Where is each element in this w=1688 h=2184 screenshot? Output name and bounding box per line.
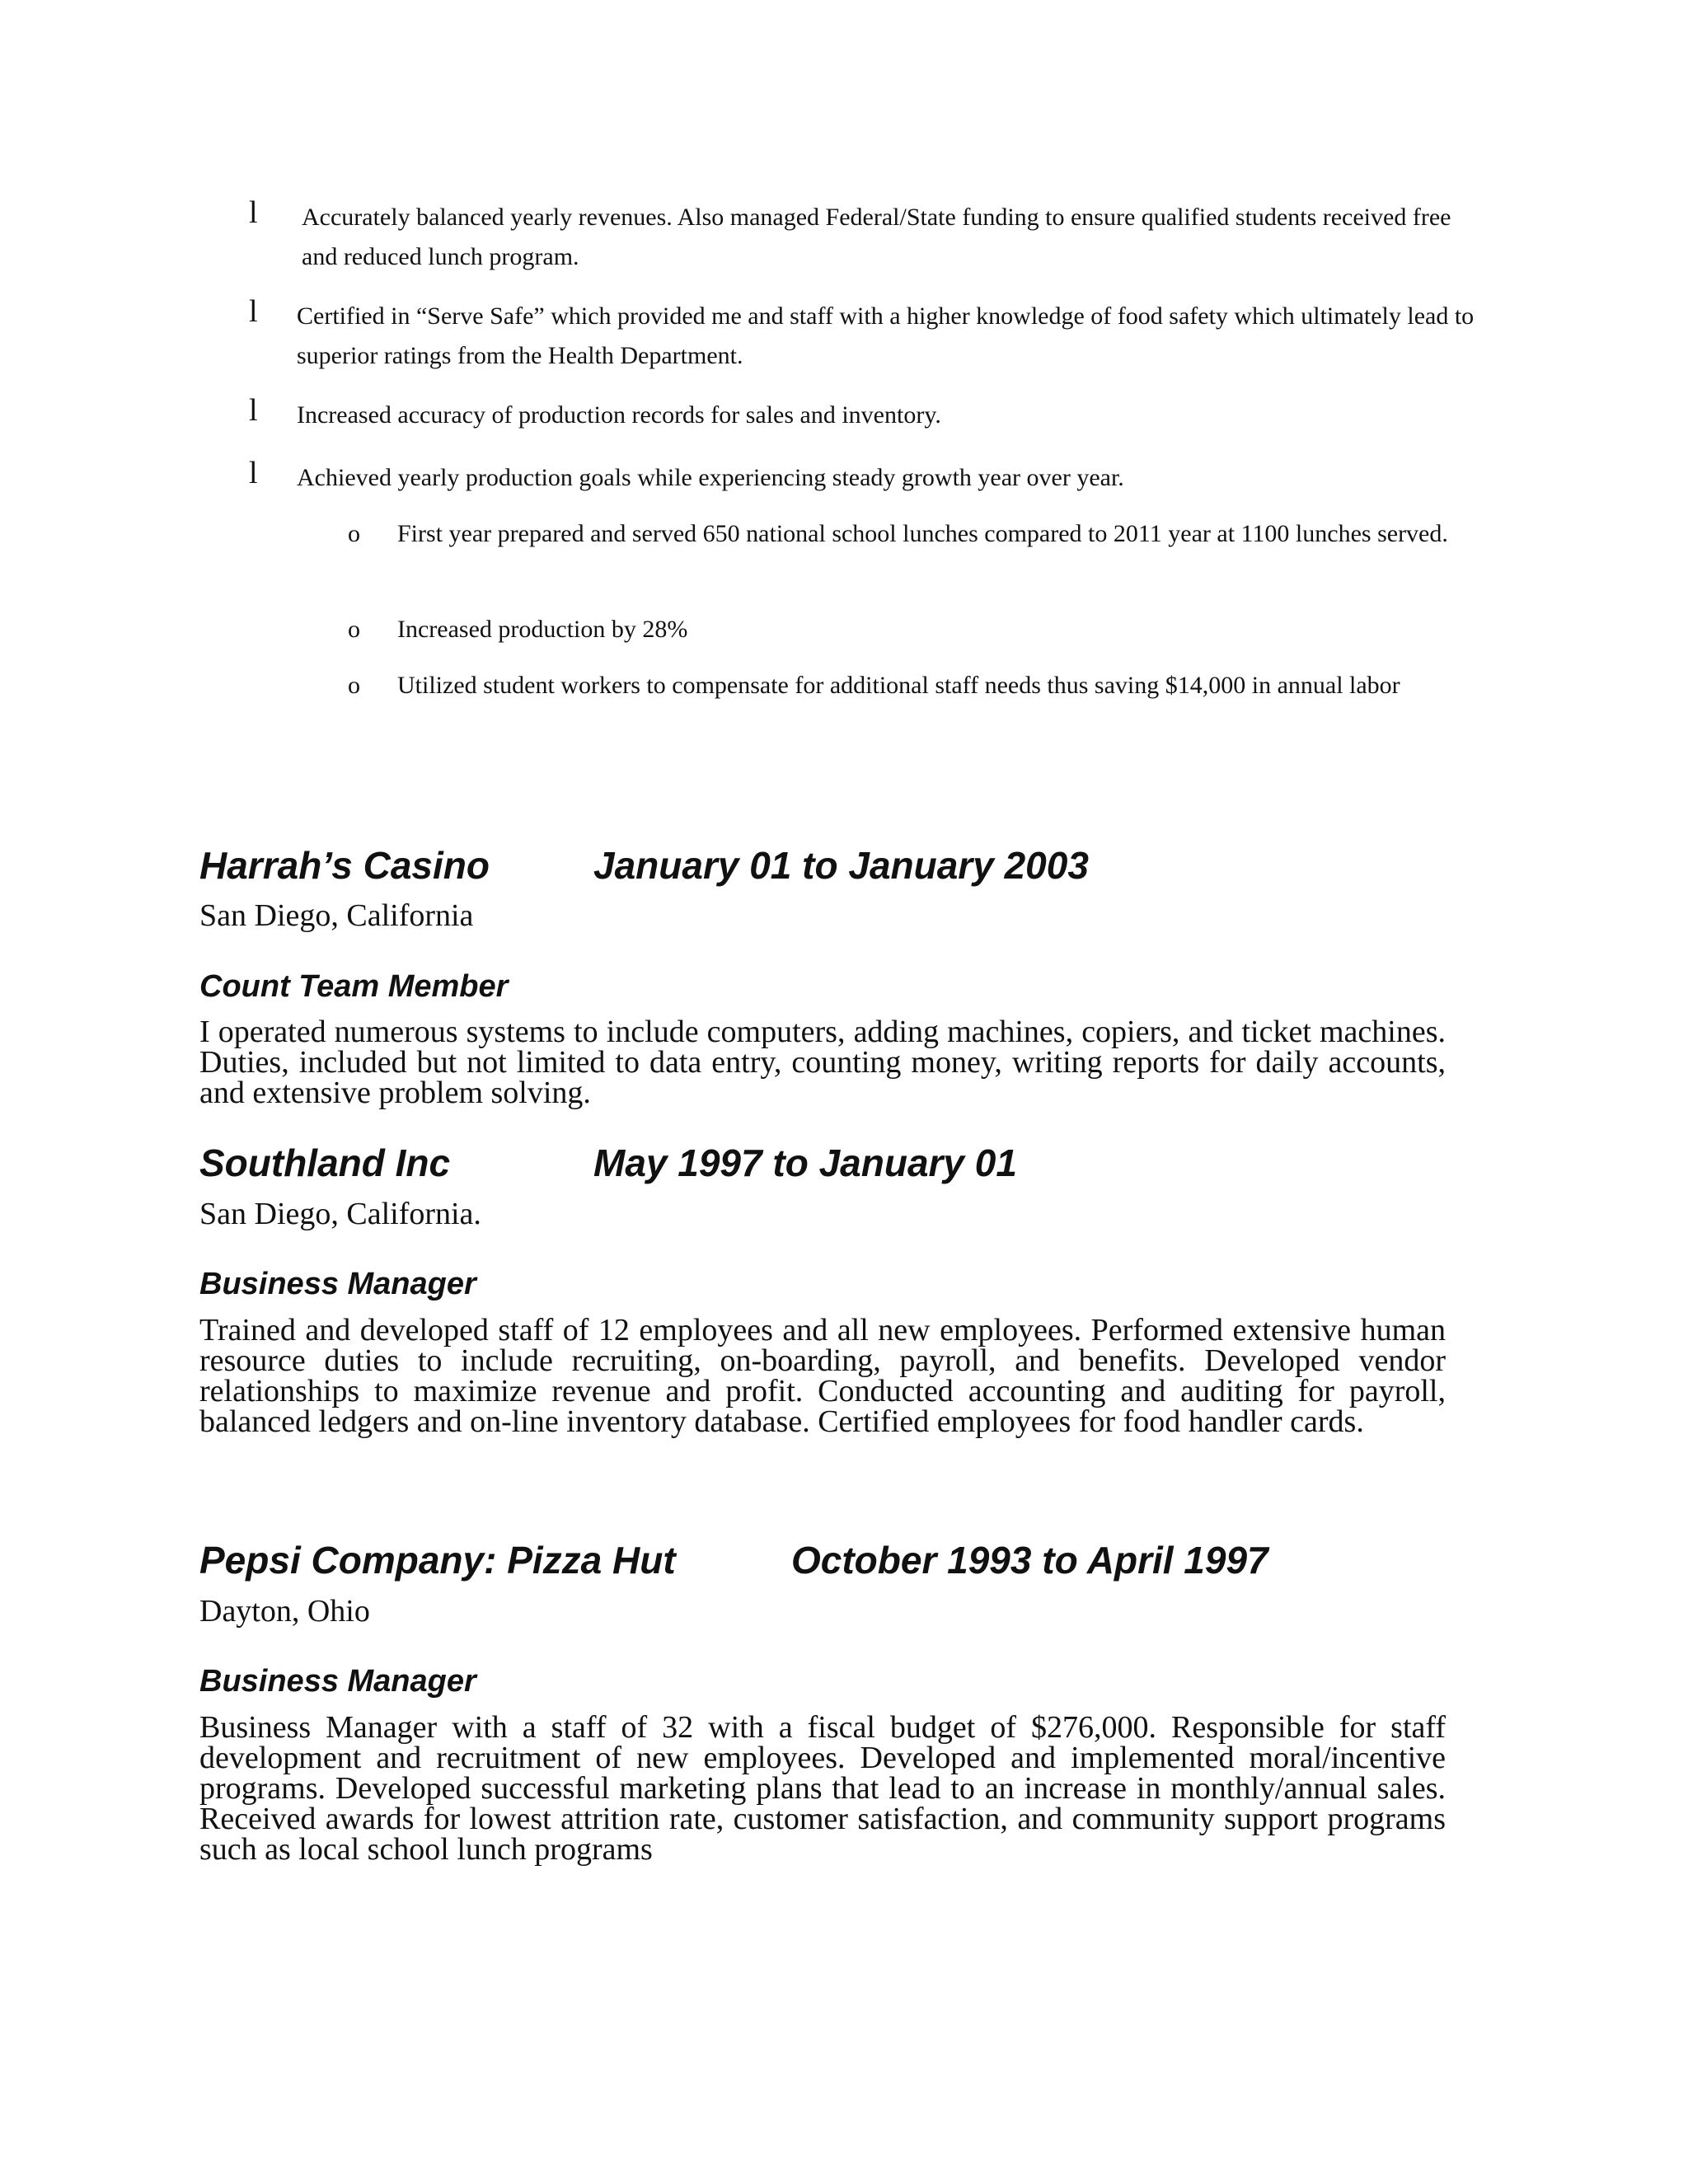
sub-bullet-text: Utilized student workers to compensate for additional staff needs thus saving $14,000 in annual labor bbox=[397, 672, 1400, 699]
sub-bullet-marker: o bbox=[348, 672, 360, 699]
bullet-text: Accurately balanced yearly revenues. Also managed Federal/State funding to ensure qualified students received free and reduced lunch program. bbox=[302, 204, 1451, 270]
job-title: Count Team Member bbox=[199, 969, 509, 1004]
job-description: Business Manager with a staff of 32 with a fiscal budget of $276,000. Responsible for staff development and recruitment of new employees. Developed and implemented moral/incentive programs. Developed successful marketing plans that lead to an increase in monthly/annual sales. Received awards for lowest attrition rate, customer satisfaction, and community support programs such as local school lunch programs bbox=[199, 1710, 1446, 1867]
bullet-item bbox=[249, 393, 1485, 435]
job-description: I operated numerous systems to include computers, adding machines, copiers, and ticket machines. Duties, included but not limited to data entry, counting money, writing reports for daily accounts, and extensive problem solving. bbox=[199, 1015, 1446, 1110]
bullet-marker: l bbox=[249, 195, 258, 230]
job-location: San Diego, California bbox=[199, 898, 474, 933]
sub-bullet-marker: o bbox=[348, 616, 360, 643]
sub-bullet-item bbox=[348, 514, 1502, 554]
job-title: Business Manager bbox=[199, 1664, 476, 1699]
job-description: Trained and developed staff of 12 employees and all new employees. Performed extensive human resource duties to include recruiting, on-boarding, payroll, and benefits. Developed vendor relationships to maximize revenue and profit. Conducted accounting and auditing for payroll, balanced ledgers and on-line inventory database. Certified employees for food handler cards. bbox=[199, 1313, 1446, 1439]
job-company: Southland Inc bbox=[199, 1141, 451, 1184]
sub-bullet-text: Increased production by 28% bbox=[397, 616, 688, 643]
job-company: Pepsi Company: Pizza Hut bbox=[199, 1539, 676, 1582]
bullet-marker: l bbox=[249, 294, 258, 329]
bullet-text: Certified in “Serve Safe” which provided me and staff with a higher knowledge of food safety which ultimately lead to superior ratings from the Health Department. bbox=[297, 302, 1475, 369]
bullet-item bbox=[249, 294, 1485, 376]
bullet-item bbox=[249, 195, 1485, 277]
job-dates: January 01 to January 2003 bbox=[593, 844, 1089, 887]
job-location: San Diego, California. bbox=[199, 1197, 481, 1231]
bullet-marker: l bbox=[249, 456, 258, 490]
job-title: Business Manager bbox=[199, 1267, 476, 1301]
job-dates: May 1997 to January 01 bbox=[593, 1141, 1017, 1184]
bullet-text: Increased accuracy of production records for sales and inventory. bbox=[297, 401, 941, 429]
sub-bullet-text: First year prepared and served 650 national school lunches compared to 2011 year at 1100 lunches served. bbox=[397, 520, 1448, 547]
bullet-text: Achieved yearly production goals while experiencing steady growth year over year. bbox=[297, 464, 1124, 491]
sub-bullet-marker: o bbox=[348, 520, 360, 547]
job-dates: October 1993 to April 1997 bbox=[791, 1539, 1268, 1582]
sub-bullet-item bbox=[348, 610, 1502, 649]
bullet-marker: l bbox=[249, 393, 258, 428]
job-location: Dayton, Ohio bbox=[199, 1594, 370, 1629]
job-company: Harrah’s Casino bbox=[199, 844, 490, 887]
bullet-item bbox=[249, 458, 1485, 498]
sub-bullet-item bbox=[348, 666, 1502, 705]
